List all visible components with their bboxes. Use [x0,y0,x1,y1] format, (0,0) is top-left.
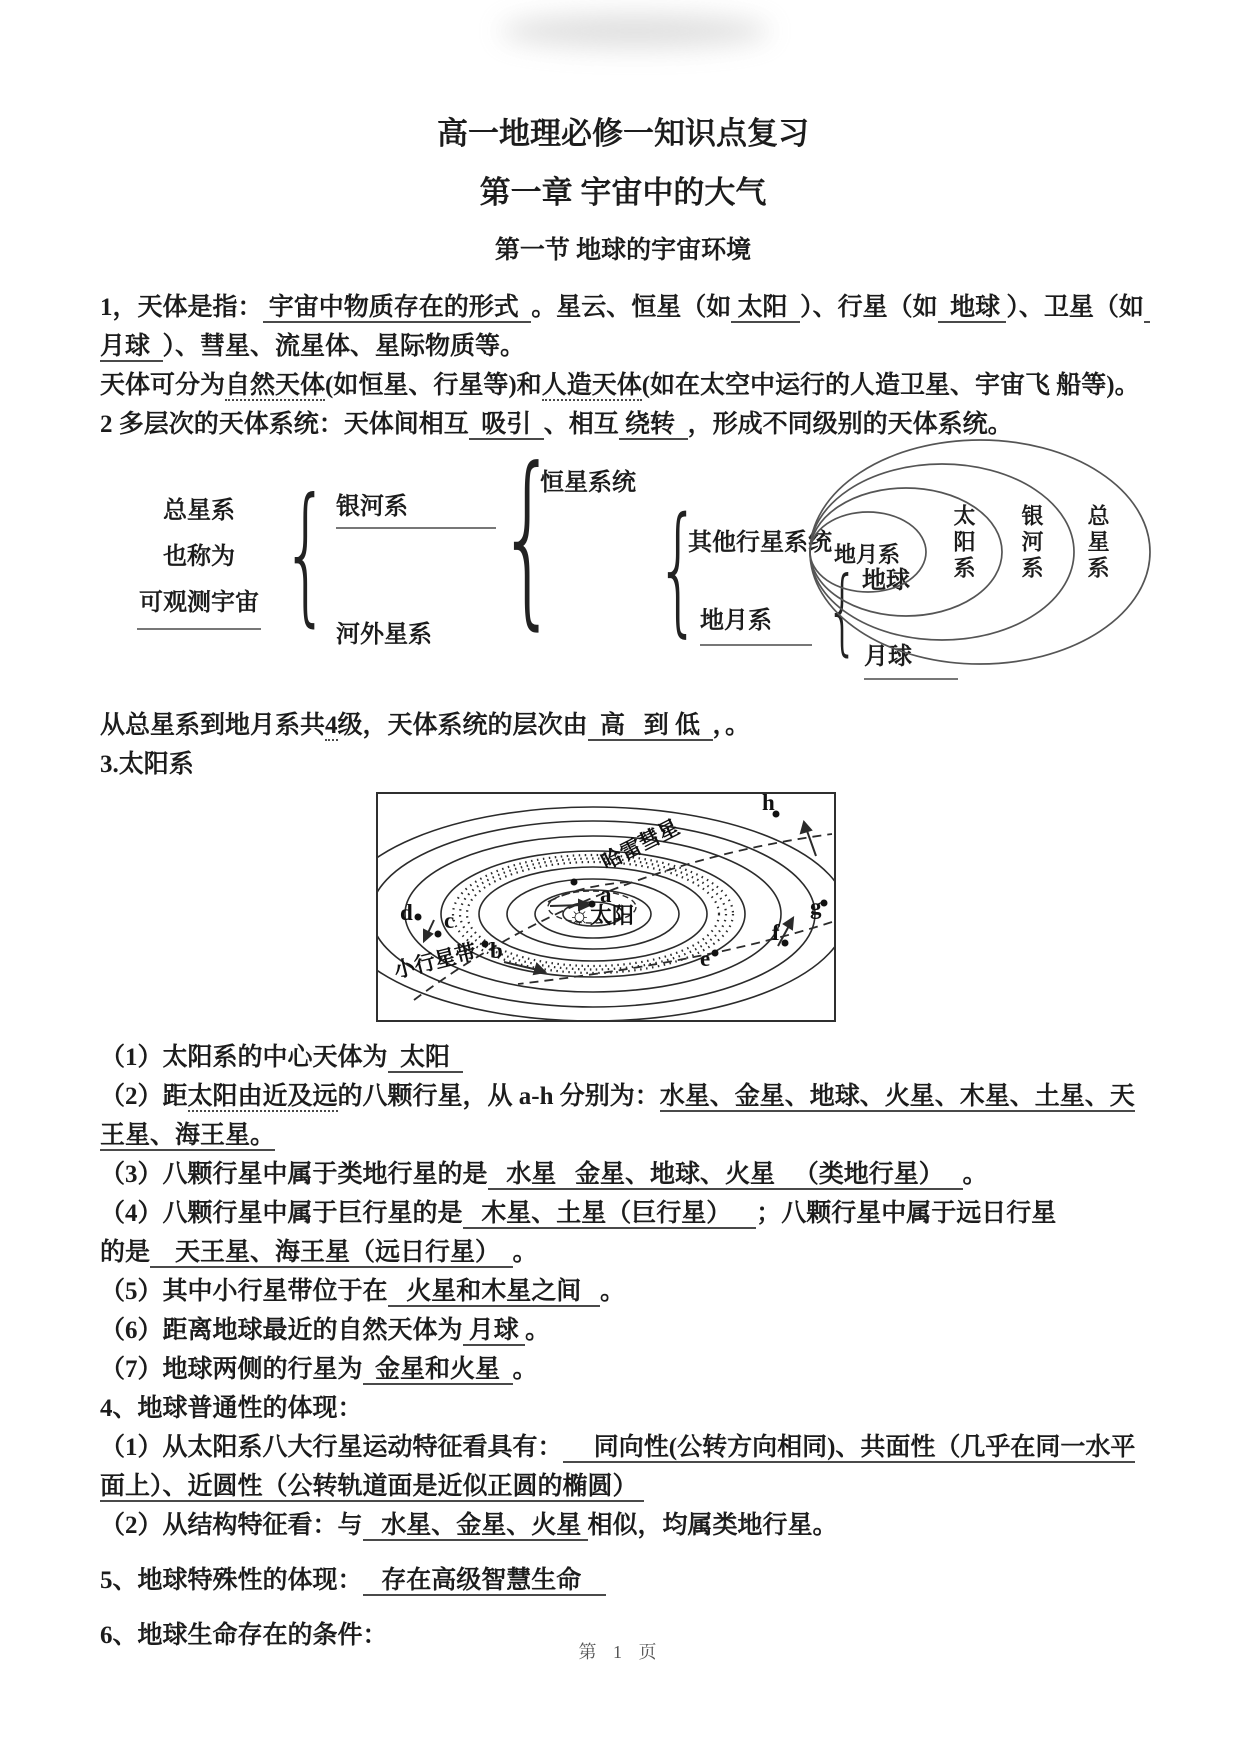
blank-answer: 水星、金星、火星 [362,1512,588,1539]
solar-system-heading [100,745,1146,784]
text-run: 。 [512,1356,538,1383]
text-run: ；八颗行星中属于远日行星 [756,1200,1057,1227]
text-run: 。 [600,1278,626,1305]
text-run: 、相互 [543,411,619,438]
chapter-title: 第一章 宇宙中的大气 [479,175,767,210]
blank-answer: 宇宙中物质存在的形式 [262,294,532,321]
blank-answer: 4 [325,712,338,739]
blank-answer: 绕转 [618,411,688,438]
moon-label: 月球 [864,636,958,680]
blank-answer: 太阳 [731,294,801,321]
item-6-nearest-body [100,1311,1146,1350]
sun-label: 太阳 [590,903,635,928]
text-run: 。 [962,1161,988,1188]
earth-label: 地球 [862,568,910,594]
planet-letter-a: a [600,882,612,907]
page-number: 第 1 页 [578,1642,663,1662]
planet-letter-c: c [444,908,455,933]
blank-answer: 天王星、海王星（远日行星） [150,1239,513,1266]
planet-letter-d: d [400,900,413,925]
text-run: 1，天体是指： [100,294,263,321]
text-run: 。 [525,1317,551,1344]
brace-level4: { [826,557,859,666]
blank-answer: 月球 [462,1317,526,1344]
section-title: 第一节 地球的宇宙环境 [494,237,752,264]
section-4-heading [100,1389,1146,1428]
text-run: 级，天体系统的层次由 [337,712,588,739]
section-5-uniqueness [100,1561,1146,1600]
page-title: 高一地理必修一知识点复习 [437,116,809,151]
galaxy-label: 银河系 [336,486,496,529]
item-4-giant-planets [100,1194,1146,1233]
item-2-eight-planets [100,1077,1146,1155]
solar-system-diagram [376,792,836,1022]
blank-answer: 太阳 [387,1044,463,1071]
text-run: ，形成不同级别的天体系统。 [687,411,1013,438]
other-planetary-label: 其他行星系统 [688,530,832,556]
text-run: 。 [512,1239,538,1266]
text-run: (如在太空中运行的人造卫星、宇宙飞 船等)。 [641,372,1140,399]
halley-comet-label: 哈雷彗星 [597,814,684,875]
celestial-body-types [100,366,1146,405]
text-run: （3）八颗行星中属于类地行星的是 [100,1161,488,1188]
item-1-center-body [100,1038,1146,1077]
circle-label-total-galaxy: 总星系 [1085,504,1110,582]
circle-label-earth-moon: 地月系 [833,542,900,567]
text-run: （4）八颗行星中属于巨行星的是 [100,1200,463,1227]
hierarchy-root-label [114,488,284,630]
document-content [100,0,1151,1655]
text-run: 的是 [100,1239,151,1266]
text-run: (如恒星、行星等)和 [325,372,542,399]
extragalactic-label: 河外星系 [336,622,432,648]
text-run: （2）距 [100,1083,188,1110]
text-run: 天体可分为 [100,372,226,399]
blank-answer: 水星 金星、地球、火星 （类地行星） [487,1161,963,1188]
nested-systems-circles-diagram [800,434,1152,680]
blank-answer: 同向性(公转方向相同)、共面性（几乎在同一水平面上）、近圆性（公转轨道面是近似正圆的椭圆） [100,1434,1136,1500]
text-run: 的八颗行星，从 a-h 分别为： [337,1083,660,1110]
planet-letter-g: g [810,894,822,919]
text-run: ）、彗星、流星体、星际物质等。 [162,333,526,360]
text-run: ）、行星（如 [800,294,938,321]
text-run: （6）距离地球最近的自然天体为 [100,1317,463,1344]
text-run: 从总星系到地月系共 [100,712,326,739]
blank-answer: 太阳由近及远 [187,1083,338,1110]
levels-summary [100,706,1146,745]
text-run: （5）其中小行星带位于在 [100,1278,388,1305]
text-run: 5、地球特殊性的体现： [100,1567,363,1594]
section-4-item-1 [100,1428,1146,1506]
blank-answer: 水星、金星、地球、火星、木星、土星、天王星、海王星。 [100,1083,1135,1149]
stellar-system-label: 恒星系统 [540,470,636,496]
text-run: （1）太阳系的中心天体为 [100,1044,388,1071]
text-run: 。星云、恒星（如 [531,294,732,321]
text-run: （7）地球两侧的行星为 [100,1356,363,1383]
item-4b-outer-planets [100,1233,1146,1272]
blank-answer: 人造天体 [541,372,642,399]
blank-answer: 吸引 [468,411,544,438]
asteroid-belt-label: 小行星带 [391,939,479,983]
text-run: 3.太阳系 [100,751,194,778]
section-4-item-2 [100,1506,1146,1545]
definition-celestial-bodies [100,288,1151,366]
blank-answer: 木星、土星（巨行星） [462,1200,757,1227]
item-7-neighbor-planets [100,1350,1146,1389]
item-5-asteroid-belt [100,1272,1146,1311]
item-3-terrestrial [100,1155,1146,1194]
blank-answer: 高 到 低 [587,712,713,739]
root-line-2: 也称为 [163,544,235,570]
blank-answer: 自然天体 [225,372,326,399]
brace-level2: { [498,428,558,647]
planet-letter-f: f [772,920,780,945]
planet-letter-h: h [762,794,775,815]
circle-label-galaxy: 银河系 [1019,504,1044,582]
text-run: 4、地球普通性的体现： [100,1395,363,1422]
text-run: 2 多层次的天体系统：天体间相互 [100,411,469,438]
text-run: 6、地球生命存在的条件： [100,1622,388,1649]
blank-answer: 月球 [100,294,1151,360]
planet-letter-e: e [700,946,711,971]
blank-answer: 地球 [937,294,1007,321]
blank-answer: 金星和火星 [362,1356,513,1383]
circle-label-solar-system: 太阳系 [951,504,976,582]
brace-level3: { [656,488,701,651]
text-run: （1）从太阳系八大行星运动特征看具有： [100,1434,563,1461]
blank-answer: 存在高级智慧生命 [362,1567,607,1594]
solar-system-graphic [378,794,834,1020]
root-line-3: 可观测宇宙 [114,580,284,630]
brace-level1: { [282,467,330,641]
text-run: ，。 [712,712,751,739]
earth-moon-system-label: 地月系 [700,600,812,646]
planet-letter-b: b [490,938,503,963]
text-run: 相似，均属类地行星。 [587,1512,838,1539]
text-run: ）、卫星（如 [1006,294,1144,321]
celestial-hierarchy-diagram [100,428,1146,706]
text-run: （2）从结构特征看：与 [100,1512,363,1539]
sun-icon: ☼ [568,902,591,929]
blank-answer: 火星和木星之间 [387,1278,601,1305]
root-line-1: 总星系 [163,498,235,524]
